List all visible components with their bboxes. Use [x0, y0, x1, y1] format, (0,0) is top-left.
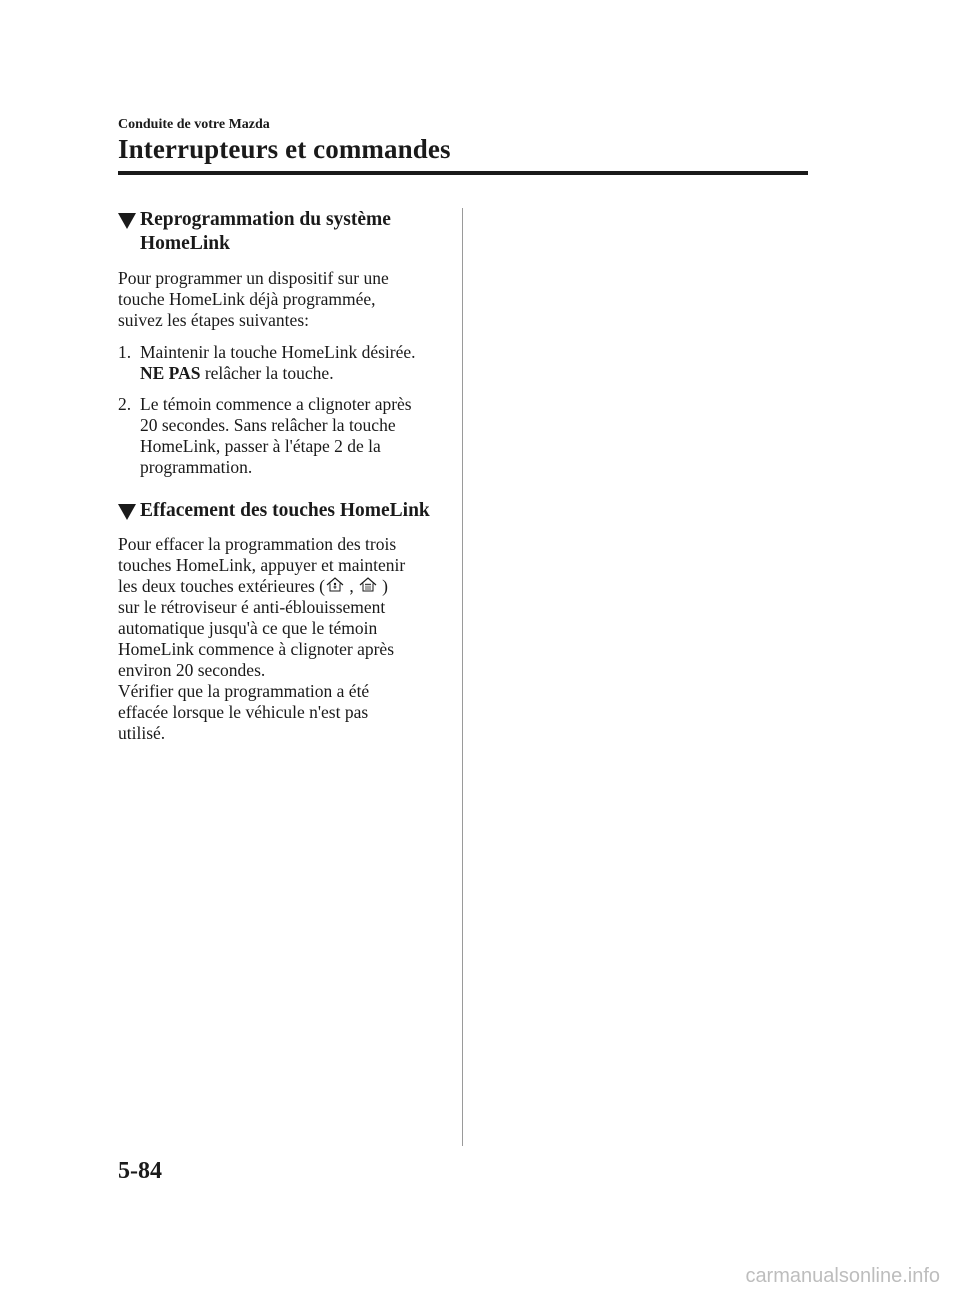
- text-line: suivez les étapes suivantes:: [118, 310, 309, 330]
- triangle-bullet-icon: [118, 504, 136, 520]
- step-number: 1.: [118, 342, 132, 362]
- triangle-bullet-icon: [118, 213, 136, 229]
- heading-reprogramming: [118, 208, 446, 256]
- step-2: [118, 394, 446, 478]
- heading-line: Reprogrammation du système: [140, 209, 391, 230]
- page-number: 5-84: [118, 1158, 162, 1184]
- text-line: HomeLink, passer à l'étape 2 de la: [140, 436, 381, 456]
- text-line: Pour programmer un dispositif sur une: [118, 268, 389, 288]
- text-fragment: relâcher la touche.: [200, 363, 334, 383]
- section-title: Interrupteurs et commandes: [118, 134, 451, 164]
- text-line: environ 20 secondes.: [118, 660, 266, 680]
- text-line: HomeLink commence à clignoter après: [118, 639, 395, 659]
- text-line: Pour effacer la programmation des trois: [118, 534, 397, 554]
- heading-line: HomeLink: [140, 233, 230, 254]
- emphasis-text: NE PAS: [140, 363, 201, 383]
- text-line: touche HomeLink déjà programmée,: [118, 289, 376, 309]
- heading-line: Effacement des touches HomeLink: [140, 500, 430, 521]
- text-line: utilisé.: [118, 723, 166, 743]
- text-line: programmation.: [140, 457, 253, 477]
- text-line: touches HomeLink, appuyer et maintenir: [118, 555, 406, 575]
- watermark: carmanualsonline.info: [745, 1265, 940, 1287]
- homelink-button-1-icon: [325, 576, 345, 593]
- heading-erasing: [118, 499, 446, 523]
- text-fragment: ,: [345, 576, 354, 596]
- text-line: [140, 363, 446, 384]
- text-line: Maintenir la touche HomeLink désirée.: [140, 342, 416, 362]
- intro-paragraph: [118, 268, 446, 331]
- text-line: 20 secondes. Sans relâcher la touche: [140, 415, 396, 435]
- text-fragment: ): [377, 576, 388, 596]
- text-line: [118, 576, 446, 597]
- erase-paragraph: [118, 534, 446, 744]
- text-line: Vérifier que la programmation a été: [118, 681, 370, 701]
- step-number: 2.: [118, 394, 132, 414]
- text-line: Le témoin commence a clignoter après: [140, 394, 412, 414]
- step-1: [118, 342, 446, 384]
- homelink-button-3-icon: [358, 576, 378, 593]
- left-column: [118, 208, 446, 744]
- column-divider: [462, 208, 463, 1146]
- header-rule: [118, 171, 808, 175]
- chapter-title: Conduite de votre Mazda: [118, 117, 270, 132]
- text-line: effacée lorsque le véhicule n'est pas: [118, 702, 369, 722]
- text-line: sur le rétroviseur é anti-éblouissement: [118, 597, 386, 617]
- text-fragment: les deux touches extérieures (: [118, 576, 326, 596]
- text-line: automatique jusqu'à ce que le témoin: [118, 618, 378, 638]
